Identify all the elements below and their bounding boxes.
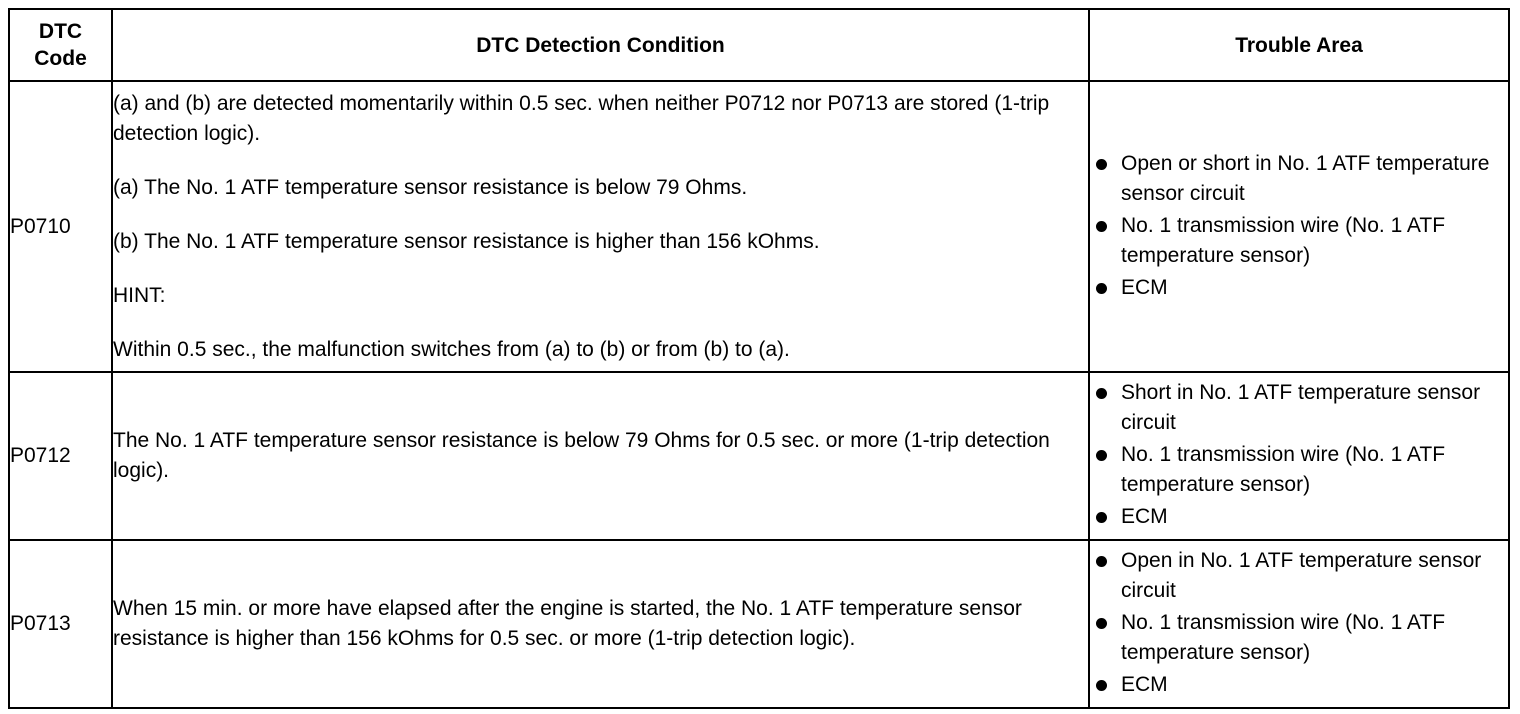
detection-condition-cell — [112, 540, 1089, 708]
bullet-icon — [1096, 159, 1107, 170]
dtc-table — [8, 8, 1510, 709]
bullet-icon — [1096, 556, 1107, 567]
list-item — [1090, 546, 1508, 606]
trouble-area-text: ECM — [1121, 505, 1168, 528]
list-item — [1090, 149, 1508, 209]
dtc-code-cell: P0710 — [9, 81, 112, 372]
table-row — [9, 81, 1509, 372]
trouble-area-cell — [1089, 372, 1509, 540]
list-item — [1090, 378, 1508, 438]
header-row — [9, 9, 1509, 81]
header-detection-condition: DTC Detection Condition — [112, 9, 1089, 81]
trouble-area-text: No. 1 transmission wire (No. 1 ATF temperature sensor) — [1121, 443, 1446, 496]
dtc-code-cell: P0713 — [9, 540, 112, 708]
bullet-icon — [1096, 388, 1107, 399]
bullet-icon — [1096, 680, 1107, 691]
list-item — [1090, 440, 1508, 500]
bullet-icon — [1096, 512, 1107, 523]
trouble-area-list — [1090, 546, 1508, 700]
trouble-area-text: No. 1 transmission wire (No. 1 ATF temperature sensor) — [1121, 213, 1446, 267]
trouble-area-text: ECM — [1121, 673, 1168, 696]
detection-condition-cell — [112, 81, 1089, 372]
trouble-area-list — [1090, 378, 1508, 532]
condition-paragraph: When 15 min. or more have elapsed after the engine is started, the No. 1 ATF temperature sensor resistance is higher than 156 kOhms for 0.5 sec. or more (1-trip detection logic). — [113, 597, 1022, 650]
trouble-area-text: Open in No. 1 ATF temperature sensor circuit — [1121, 549, 1482, 602]
list-item — [1090, 211, 1508, 271]
condition-paragraph: (a) The No. 1 ATF temperature sensor resistance is below 79 Ohms. — [113, 175, 748, 199]
header-trouble-area: Trouble Area — [1089, 9, 1509, 81]
condition-paragraph: (a) and (b) are detected momentarily within 0.5 sec. when neither P0712 nor P0713 are stored (1-trip detection logic). — [113, 91, 1050, 145]
list-item — [1090, 608, 1508, 668]
trouble-area-text: Short in No. 1 ATF temperature sensor circuit — [1121, 381, 1481, 434]
detection-condition-cell — [112, 372, 1089, 540]
header-dtc-code-line1: DTC — [38, 20, 83, 43]
header-dtc-code — [9, 9, 112, 81]
header-dtc-code-line2: Code — [34, 47, 87, 70]
condition-paragraph: The No. 1 ATF temperature sensor resistance is below 79 Ohms for 0.5 sec. or more (1-trip detection logic). — [113, 429, 1050, 482]
bullet-icon — [1096, 618, 1107, 629]
bullet-icon — [1096, 450, 1107, 461]
table-row — [9, 540, 1509, 708]
bullet-icon — [1096, 283, 1107, 294]
table-row — [9, 372, 1509, 540]
trouble-area-cell — [1089, 81, 1509, 372]
trouble-area-list — [1090, 149, 1508, 303]
list-item — [1090, 502, 1508, 532]
condition-paragraph: HINT: — [113, 283, 166, 307]
dtc-code-cell: P0712 — [9, 372, 112, 540]
condition-paragraph: (b) The No. 1 ATF temperature sensor resistance is higher than 156 kOhms. — [113, 229, 820, 253]
list-item — [1090, 273, 1508, 303]
trouble-area-text: ECM — [1121, 275, 1168, 299]
condition-paragraph: Within 0.5 sec., the malfunction switches from (a) to (b) or from (b) to (a). — [113, 337, 790, 361]
trouble-area-cell — [1089, 540, 1509, 708]
bullet-icon — [1096, 221, 1107, 232]
trouble-area-text: Open or short in No. 1 ATF temperature sensor circuit — [1121, 151, 1490, 205]
list-item — [1090, 670, 1508, 700]
trouble-area-text: No. 1 transmission wire (No. 1 ATF temperature sensor) — [1121, 611, 1446, 664]
